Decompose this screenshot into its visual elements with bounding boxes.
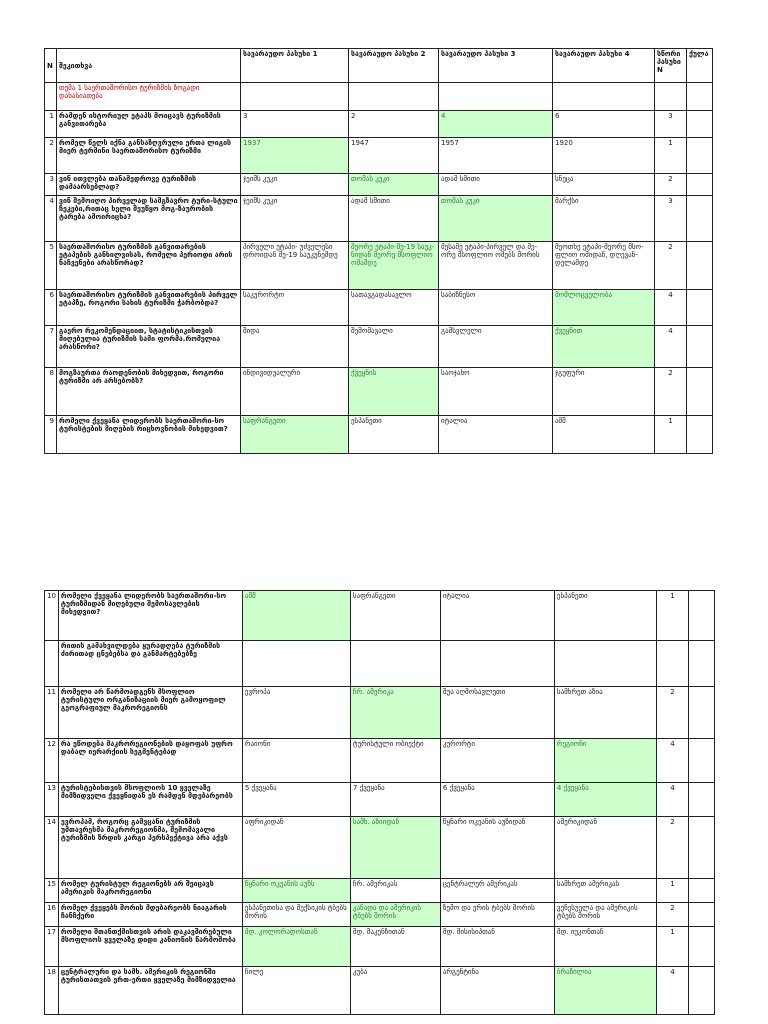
header-score: ქულა	[687, 49, 713, 83]
score-cell	[688, 927, 714, 967]
question-row	[45, 591, 715, 641]
question-row	[45, 783, 715, 817]
score-cell	[688, 641, 714, 687]
correct-answer-number: 4	[656, 783, 688, 817]
topic-empty-3	[439, 83, 553, 111]
answer-option-4: ბრაზილია	[554, 967, 656, 1015]
answer-option-3: მდ. მისისიპთან	[440, 927, 554, 967]
answer-option-1: აფრიკიდან	[242, 817, 350, 879]
answer-option-4: 4 ქვეყანა	[554, 783, 656, 817]
correct-answer-number: 2	[655, 174, 687, 196]
correct-answer-number: 4	[655, 326, 687, 368]
correct-answer-number: 2	[656, 903, 688, 927]
header-answer-2: სავარაუდო პასუხი 2	[349, 49, 439, 83]
question-text: მოგზაურთა რაოდენობის მიხედვით, როგორი ტურიზმი არ არსებობს?	[57, 368, 241, 416]
question-text: რომელ ქვეყებს შორის მდებარეობს ნიაგარის ჩანჩქერი	[58, 903, 242, 927]
answer-option-2: მეორე ეტაპი-მე-19 საუკ-ნიდან მეორე მსოფლიო ომამდე	[349, 242, 439, 290]
answer-option-3: საბიზნესო	[439, 290, 553, 326]
answer-option-3: ცენტრალურ ამერიკას	[440, 879, 554, 903]
question-text: ევროპამ, როგორც გამვცანი ტურიზმის უმთავრესმა მაკრორეგიონმა, შემომავალი ტურიზმის ზრდის კარგი პერსპექტივა არა აქვს	[58, 817, 242, 879]
score-cell	[688, 817, 714, 879]
question-row	[45, 368, 713, 416]
answer-option-4: სამხრეთ აზია	[554, 687, 656, 739]
answer-option-3: კურორტი	[440, 739, 554, 783]
answer-option-3: 1957	[439, 138, 553, 174]
answer-option-3: იტალია	[439, 416, 553, 454]
answer-option-1: ევროპა	[242, 687, 350, 739]
question-number: 3	[45, 174, 57, 196]
score-cell	[687, 196, 713, 242]
answer-option-2: თომას კუკი	[349, 174, 439, 196]
question-row	[45, 739, 715, 783]
answer-option-3: ზემო და ერის ტბებს შორის	[440, 903, 554, 927]
correct-answer-number: 4	[655, 290, 687, 326]
answer-option-4: მდ. იუკონთან	[554, 927, 656, 967]
question-text: რამდენ ისტორიულ ეტაპს მოიცავს ტურიზმის განვითარება	[57, 111, 241, 138]
score-cell	[688, 783, 714, 817]
answer-option-1: შიდა	[241, 326, 349, 368]
score-cell	[688, 879, 714, 903]
question-row	[45, 903, 715, 927]
answer-option-1: პირველი ეტაპი- უძველესი დროიდან მე-19 საუკუნემდე	[241, 242, 349, 290]
score-cell	[688, 687, 714, 739]
answer-option-1: ჯეიმს კუკი	[241, 174, 349, 196]
question-number: 2	[45, 138, 57, 174]
question-text: საერთაშორისო ტურიზმის განვითარების ეტაპების განხილვისას, რომელი პერიოდი არის ნაჩვენები არასწორად?	[57, 242, 241, 290]
question-text: რა ეწოდება მაკრორეგიონების დაყოფას უფრო დაბალ იერარქიის სეგმენტებად	[58, 739, 242, 783]
question-row	[45, 687, 715, 739]
topic-empty-4	[553, 83, 655, 111]
question-number: 14	[45, 817, 59, 879]
question-text: ტურისტებისთვის მსოფლიოს 10 ყველაზე მიმზიდველი ქვეყნიდან ეს რამდენ მდებარეობს	[58, 783, 242, 817]
answer-table-top	[44, 48, 713, 454]
header-answer-4: სავარაუდო პასუხი 4	[553, 49, 655, 83]
question-number: 1	[45, 111, 57, 138]
correct-answer-number: 2	[656, 817, 688, 879]
answer-option-1: 5 ქვეყანა	[242, 783, 350, 817]
score-cell	[687, 326, 713, 368]
question-row	[45, 111, 713, 138]
answer-option-2: ადამ სმითი	[349, 196, 439, 242]
answer-option-3	[440, 641, 554, 687]
score-cell	[688, 591, 714, 641]
topic-empty-5	[655, 83, 687, 111]
question-number: 15	[45, 879, 59, 903]
answer-option-4: სამხრეთ ამერიკას	[554, 879, 656, 903]
answer-option-3: საოჯახო	[439, 368, 553, 416]
answer-option-2: ქვეყნის	[349, 368, 439, 416]
answer-option-3: ადამ სმითი	[439, 174, 553, 196]
correct-answer-number: 4	[656, 967, 688, 1015]
answer-option-4: სნეცა	[553, 174, 655, 196]
question-row	[45, 927, 715, 967]
score-cell	[687, 111, 713, 138]
question-row	[45, 138, 713, 174]
correct-answer-number: 2	[655, 242, 687, 290]
answer-option-2: მდ. მაკენზითან	[350, 927, 440, 967]
question-text: ცენტრალური და სამხ. ამერიკის რეგიონში ტურისთათვის ერთ-ერთი ყველაზე მიმზიდველია	[58, 967, 242, 1015]
question-text: რომელი ქვეყანა ლიდერობს საერთაშორი-სო ტურისტების მიღების რიცხოვნობის მიხედვით?	[57, 416, 241, 454]
answer-option-3: წყნარი ოკეანის აუზიდან	[440, 817, 554, 879]
question-row	[45, 174, 713, 196]
question-text: რომელ წელს იქნა განსაზღვრული ერთა ლიგის მიერ ტერმინი საერთაშორისო ტურიზმი	[57, 138, 241, 174]
question-text: რომელი ქვეყანა ლიდერობს საერთაშორი-სო ტურიზმიდან მიღებული შემოსავლების მიხედვით?	[58, 591, 242, 641]
question-number: 6	[45, 290, 57, 326]
answer-option-2: 7 ქვეყანა	[350, 783, 440, 817]
answer-option-3: იტალია	[440, 591, 554, 641]
correct-answer-number: 4	[656, 739, 688, 783]
answer-option-1: საფრანგეთი	[241, 416, 349, 454]
question-text: რომელი შთანთქმისთვის არის დაკავშირებული მსოფლიოს ყველაზე დიდი კანიონის წარმოშობა	[58, 927, 242, 967]
header-row	[45, 49, 713, 83]
answer-option-2: კანადა და ამერიკის ტბებს შორის	[350, 903, 440, 927]
question-number: 8	[45, 368, 57, 416]
score-cell	[687, 290, 713, 326]
correct-answer-number: 1	[655, 138, 687, 174]
correct-answer-number: 1	[656, 927, 688, 967]
score-cell	[687, 368, 713, 416]
topic-empty-1	[241, 83, 349, 111]
question-text: რომელი არ წარმოადგენს მსოფლიო ტურისტული ორგანიზაციის მიერ გამოყოფილ გეოგრაფიულ მაკრორეგიონს	[58, 687, 242, 739]
answer-option-3: 4	[439, 111, 553, 138]
question-number: 7	[45, 326, 57, 368]
question-number	[45, 641, 59, 687]
answer-option-3: მესამე ეტაპი-პირველ და მე-ორე მსოფლიო ომებს შორის	[439, 242, 553, 290]
answer-option-1: 3	[241, 111, 349, 138]
correct-answer-number: 1	[656, 879, 688, 903]
question-text: რომელ ტურისტულ რეგიონებს არ შეიცავს ამერიკის მაკრორეგიონი	[58, 879, 242, 903]
question-number: 11	[45, 687, 59, 739]
answer-option-3: 6 ქვეყანა	[440, 783, 554, 817]
header-answer-1: სავარაუდო პასუხი 1	[241, 49, 349, 83]
answer-option-2: ტურისტული ობიექტი	[350, 739, 440, 783]
score-cell	[687, 174, 713, 196]
topic-row	[45, 83, 713, 111]
question-number: 17	[45, 927, 59, 967]
question-text: საერთაშორისო ტურიზმის განვითარების პირველ ეტაპზე, როგორი სახის ტურიზმი ჭარბობდა?	[57, 290, 241, 326]
score-cell	[688, 739, 714, 783]
question-row	[45, 879, 715, 903]
question-row	[45, 967, 715, 1015]
question-number: 13	[45, 783, 59, 817]
question-text: ვინ შემოიღო პირველად სამგზავრო ტური-სტული ჩეკები,რითაც ხელი შეუწყო მოგ-ზაურობის ტარება ამოირიცხა?	[57, 196, 241, 242]
question-number: 18	[45, 967, 59, 1015]
answer-option-1: ინდივიდუალური	[241, 368, 349, 416]
correct-answer-number: 2	[655, 368, 687, 416]
answer-option-2: სამხ. აზიიდან	[350, 817, 440, 879]
answer-option-2: 1947	[349, 138, 439, 174]
answer-option-4: ქვეყნით	[553, 326, 655, 368]
answer-option-1: ჯეიმს კუკი	[241, 196, 349, 242]
answer-option-2: სათავგადასავლო	[349, 290, 439, 326]
header-question: შეკითხვა	[57, 49, 241, 83]
answer-option-4: რეგიონი	[554, 739, 656, 783]
question-text: ვინ ითვლება თანამედროვე ტურიზმის დამაარსებლად?	[57, 174, 241, 196]
answer-option-2: ჩრ. ამერიკა	[350, 687, 440, 739]
question-row	[45, 326, 713, 368]
answer-option-1: მდ. კოლორადოსთან	[242, 927, 350, 967]
question-row	[45, 641, 715, 687]
correct-answer-number: 3	[655, 111, 687, 138]
score-cell	[688, 903, 714, 927]
question-text: გაერო რეკომენდაციით, სტატისტიკისთვის მიღებულია ტურიზმის სამი ფორმა.რომელია არასწორი?	[57, 326, 241, 368]
answer-option-4: მეოთხე ეტაპი-მეორე მსო-ფლიო ომიდან, დღევან-დელამდე	[553, 242, 655, 290]
score-cell	[687, 242, 713, 290]
answer-option-2: შემომავალი	[349, 326, 439, 368]
answer-option-1: რაიონი	[242, 739, 350, 783]
question-number: 5	[45, 242, 57, 290]
answer-option-3: თომას კუკი	[439, 196, 553, 242]
question-number: 4	[45, 196, 57, 242]
answer-table-bottom	[44, 590, 715, 1015]
topic-num	[45, 83, 57, 111]
answer-option-1: ესპანეთისა და მექსიკის ტბებს შორის	[242, 903, 350, 927]
header-correct: სწორი პასუხი N	[655, 49, 687, 83]
answer-option-1: 1937	[241, 138, 349, 174]
answer-option-2: 2	[349, 111, 439, 138]
question-row	[45, 290, 713, 326]
question-text: რითის გამახვილდება ყურადღება ტურიზმის ძირითად ცნებებსა და განმარტებებზე	[58, 641, 242, 687]
correct-answer-number	[656, 641, 688, 687]
topic-empty-2	[349, 83, 439, 111]
question-number: 10	[45, 591, 59, 641]
question-number: 12	[45, 739, 59, 783]
answer-option-3: გამსვლელი	[439, 326, 553, 368]
answer-option-4: მომლოცველობა	[553, 290, 655, 326]
header-answer-3: სავარაუდო პასუხი 3	[439, 49, 553, 83]
answer-option-4: ესპანეთი	[554, 591, 656, 641]
score-cell	[687, 416, 713, 454]
answer-option-1: საკურორტო	[241, 290, 349, 326]
question-number: 16	[45, 903, 59, 927]
score-cell	[688, 967, 714, 1015]
answer-option-4: ამერიკიდან	[554, 817, 656, 879]
topic-title: თემა 1 საერთაშორისო ტურიზმის ზოგადი დახასიათება	[57, 83, 241, 111]
correct-answer-number: 3	[655, 196, 687, 242]
answer-option-2	[350, 641, 440, 687]
answer-option-2: ჩრ. ამერიკას	[350, 879, 440, 903]
correct-answer-number: 1	[656, 591, 688, 641]
question-number: 9	[45, 416, 57, 454]
answer-option-4: 6	[553, 111, 655, 138]
score-cell	[687, 138, 713, 174]
question-row	[45, 817, 715, 879]
correct-answer-number: 1	[655, 416, 687, 454]
answer-option-1: წყნარი ოკეანის აუზს	[242, 879, 350, 903]
answer-option-1: ჩილე	[242, 967, 350, 1015]
answer-option-4: ჯგუფური	[553, 368, 655, 416]
answer-option-1	[242, 641, 350, 687]
answer-option-2: ესპანეთი	[349, 416, 439, 454]
topic-empty-6	[687, 83, 713, 111]
question-row	[45, 416, 713, 454]
answer-option-4: აშშ	[553, 416, 655, 454]
answer-option-4: 1920	[553, 138, 655, 174]
answer-option-3: არგენტინა	[440, 967, 554, 1015]
correct-answer-number: 2	[656, 687, 688, 739]
question-row	[45, 196, 713, 242]
question-row	[45, 242, 713, 290]
answer-option-4	[554, 641, 656, 687]
answer-option-2: საფრანგეთი	[350, 591, 440, 641]
answer-option-1: აშშ	[242, 591, 350, 641]
answer-option-4: ვენესუელა და ამერიკის ტბებს შორის	[554, 903, 656, 927]
answer-option-2: კუბა	[350, 967, 440, 1015]
answer-option-3: შუა აღმოსავლეთი	[440, 687, 554, 739]
answer-option-4: მარქსი	[553, 196, 655, 242]
header-n: N	[45, 49, 57, 83]
